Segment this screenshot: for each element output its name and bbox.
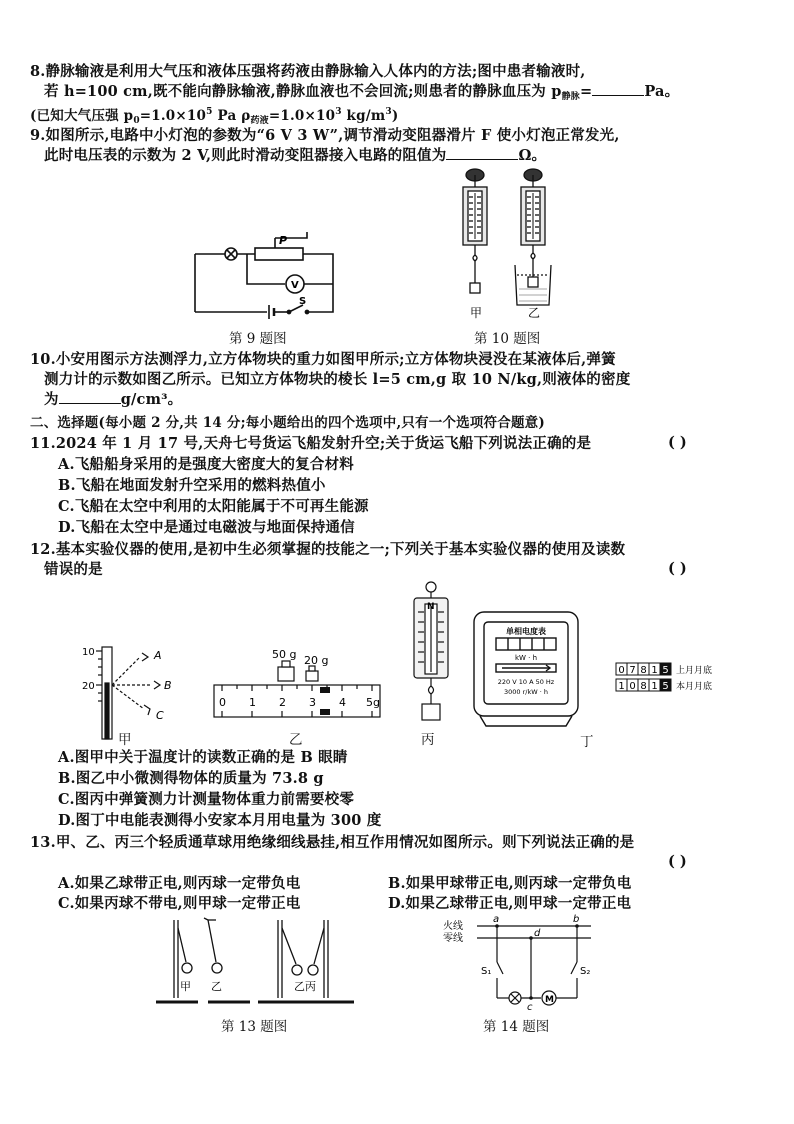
- q13-option-c[interactable]: C.如果丙球不带电,则甲球一定带正电: [58, 895, 301, 912]
- q14-switch-s1: S₁: [481, 966, 492, 977]
- q10-spring-scale-diagram: [455, 165, 585, 325]
- q9-label-v: V: [291, 280, 299, 291]
- q10-line-3: 为 g/cm³。: [44, 391, 183, 408]
- q11-option-b[interactable]: B.飞船在地面发射升空采用的燃料热值小: [58, 477, 326, 494]
- q12-eye-c: C: [156, 709, 164, 722]
- q12-option-d[interactable]: D.图丁中电能表测得小安家本月用电量为 300 度: [58, 812, 382, 829]
- q14-motor-label: M: [545, 995, 554, 1005]
- q12-fig-ding-caption: 丁: [580, 734, 594, 750]
- q12-meter-rev: 3000 r/kW · h: [504, 688, 548, 696]
- q12-last-month-label: 上月月底: [676, 666, 713, 676]
- q12-fig-bing-caption: 丙: [421, 732, 435, 748]
- q12-last-digit-4: 1: [651, 665, 658, 676]
- q11-option-c[interactable]: C.飞船在太空中利用的太阳能属于不可再生能源: [58, 498, 369, 515]
- q12-rule-tick-1: 1: [249, 696, 256, 709]
- q12-option-b[interactable]: B.图乙中小微测得物体的质量为 73.8 g: [58, 770, 324, 787]
- q9-caption: 第 9 题图: [229, 331, 287, 347]
- q12-option-a[interactable]: A.图甲中关于温度计的读数正确的是 B 眼睛: [58, 749, 348, 766]
- q8-answer-blank[interactable]: [592, 95, 644, 96]
- q8-line-1: 8.静脉输液是利用大气压和液体压强将药液由静脉输入人体内的方法;图中患者输液时,: [30, 63, 586, 80]
- q12-option-c[interactable]: C.图丙中弹簧测力计测量物体重力前需要校零: [58, 791, 355, 808]
- q13-stem: 13.甲、乙、丙三个轻质通草球用绝缘细线悬挂,相互作用情况如图所示。则下列说法正确的是: [30, 834, 635, 851]
- q9-line-1: 9.如图所示,电路中小灯泡的参数为“6 V 3 W”,调节滑动变阻器滑片 F 使小灯泡正常发光,: [30, 127, 620, 144]
- q9-label-s: S: [299, 296, 307, 307]
- q12-this-digit-2: 0: [629, 681, 636, 692]
- q12-last-digit-2: 7: [629, 665, 636, 676]
- q12-balance-figure: [212, 645, 382, 725]
- section-2-heading: 二、选择题(每小题 2 分,共 14 分;每小题给出的四个选项中,只有一个选项符合题意): [30, 415, 545, 431]
- q14-caption: 第 14 题图: [483, 1019, 550, 1035]
- q13-label-yibing: 乙丙: [294, 980, 316, 993]
- q12-meter-title: 单相电度表: [506, 627, 546, 636]
- q13-label-yi: 乙: [211, 980, 222, 993]
- q14-live-wire-label: 火线: [443, 921, 463, 932]
- q14-point-d: d: [534, 928, 541, 939]
- q12-fig-jia-caption: 甲: [118, 732, 132, 748]
- q12-thermometer-figure: [82, 645, 192, 745]
- q9-circuit-diagram: [185, 232, 385, 332]
- q13-option-b[interactable]: B.如果甲球带正电,则丙球一定带负电: [388, 875, 632, 892]
- q9-label-p: P: [279, 234, 288, 247]
- q12-rule-tick-5: 5g: [366, 696, 380, 709]
- q14-switch-s2: S₂: [580, 966, 591, 977]
- q12-last-digit-3: 8: [640, 665, 647, 676]
- q12-eye-b: B: [164, 679, 172, 692]
- q12-spring-scale-figure: [406, 580, 456, 730]
- q12-meter-readings: [616, 661, 736, 697]
- q14-circuit-diagram: [443, 912, 593, 1012]
- q11-answer-paren[interactable]: ( ): [668, 434, 687, 451]
- q12-rule-tick-4: 4: [339, 696, 346, 709]
- q12-last-digit-5: 5: [662, 665, 669, 676]
- q10-line-1: 10.小安用图示方法测浮力,立方体物块的重力如图甲所示;立方体物块浸没在某液体后,弹簧: [30, 351, 616, 368]
- q10-label-yi: 乙: [528, 306, 541, 320]
- q13-option-d[interactable]: D.如果乙球带正电,则甲球一定带正电: [388, 895, 632, 912]
- q8-line-3: (已知大气压强 $p_0=1.0\times 10^5$ Pa $\rho_{药液}=1.0\times 10^3$ $kg/m^3$): [30, 107, 399, 126]
- q10-caption: 第 10 题图: [474, 331, 541, 347]
- q9-line-2: 此时电压表的示数为 2 V,则此时滑动变阻器接入电路的阻值为 Ω。: [44, 147, 547, 164]
- q12-last-digit-1: 0: [618, 665, 625, 676]
- q12-line-1: 12.基本实验仪器的使用,是初中生必须掌握的技能之一;下列关于基本实验仪器的使用及读数: [30, 541, 626, 558]
- q12-rule-tick-2: 2: [279, 696, 286, 709]
- q12-weight-20g: 20 g: [304, 654, 329, 667]
- q10-label-jia: 甲: [470, 306, 483, 320]
- q12-meter-unit: kW · h: [514, 654, 538, 662]
- q11-stem: 11.2024 年 1 月 17 号,天舟七号货运飞船发射升空;关于货运飞船下列说法正确的是: [30, 435, 592, 452]
- q12-weight-50g: 50 g: [272, 648, 297, 661]
- q12-this-month-label: 本月月底: [676, 682, 713, 692]
- q8-line-2: 若 h=100 cm,既不能向静脉输液,静脉血液也不会回流;则患者的静脉血压为 $p_{静脉}= Pa$。: [44, 83, 680, 102]
- q12-line-2: 错误的是: [44, 561, 103, 578]
- q9-answer-blank[interactable]: [446, 159, 518, 160]
- q13-caption: 第 13 题图: [221, 1019, 288, 1035]
- q12-this-digit-3: 8: [640, 681, 647, 692]
- q12-electricity-meter-figure: [472, 608, 602, 728]
- q13-answer-paren[interactable]: ( ): [668, 853, 687, 870]
- q11-option-a[interactable]: A.飞船船身采用的是强度大密度大的复合材料: [58, 456, 354, 473]
- q13-option-a[interactable]: A.如果乙球带正电,则丙球一定带负电: [58, 875, 301, 892]
- q12-this-digit-1: 1: [618, 681, 625, 692]
- q12-thermo-tick-10: 10: [82, 647, 95, 658]
- q12-eye-a: A: [154, 649, 162, 662]
- q12-meter-spec: 220 V 10 A 50 Hz: [497, 678, 555, 686]
- q11-option-d[interactable]: D.飞船在太空中是通过电磁波与地面保持通信: [58, 519, 355, 536]
- q12-this-digit-5: 5: [662, 681, 669, 692]
- q13-pith-ball-diagram: [156, 918, 356, 1018]
- q10-line-2: 测力计的示数如图乙所示。已知立方体物块的棱长 l=5 cm,g 取 10 N/kg,则液体的密度: [44, 371, 631, 388]
- q12-rule-tick-0: 0: [219, 696, 226, 709]
- q12-this-digit-4: 1: [651, 681, 658, 692]
- q12-rule-tick-3: 3: [309, 696, 316, 709]
- q14-point-a: a: [493, 914, 500, 925]
- q12-answer-paren[interactable]: ( ): [668, 560, 687, 577]
- q12-thermo-tick-20: 20: [82, 681, 95, 692]
- q12-spring-n-label: N: [427, 602, 435, 612]
- q13-label-jia: 甲: [180, 980, 191, 993]
- q10-answer-blank[interactable]: [59, 403, 121, 404]
- q14-point-b: b: [573, 914, 580, 925]
- q12-fig-yi-caption: 乙: [289, 732, 303, 748]
- q14-point-c: c: [527, 1002, 533, 1013]
- q14-neutral-wire-label: 零线: [443, 933, 463, 944]
